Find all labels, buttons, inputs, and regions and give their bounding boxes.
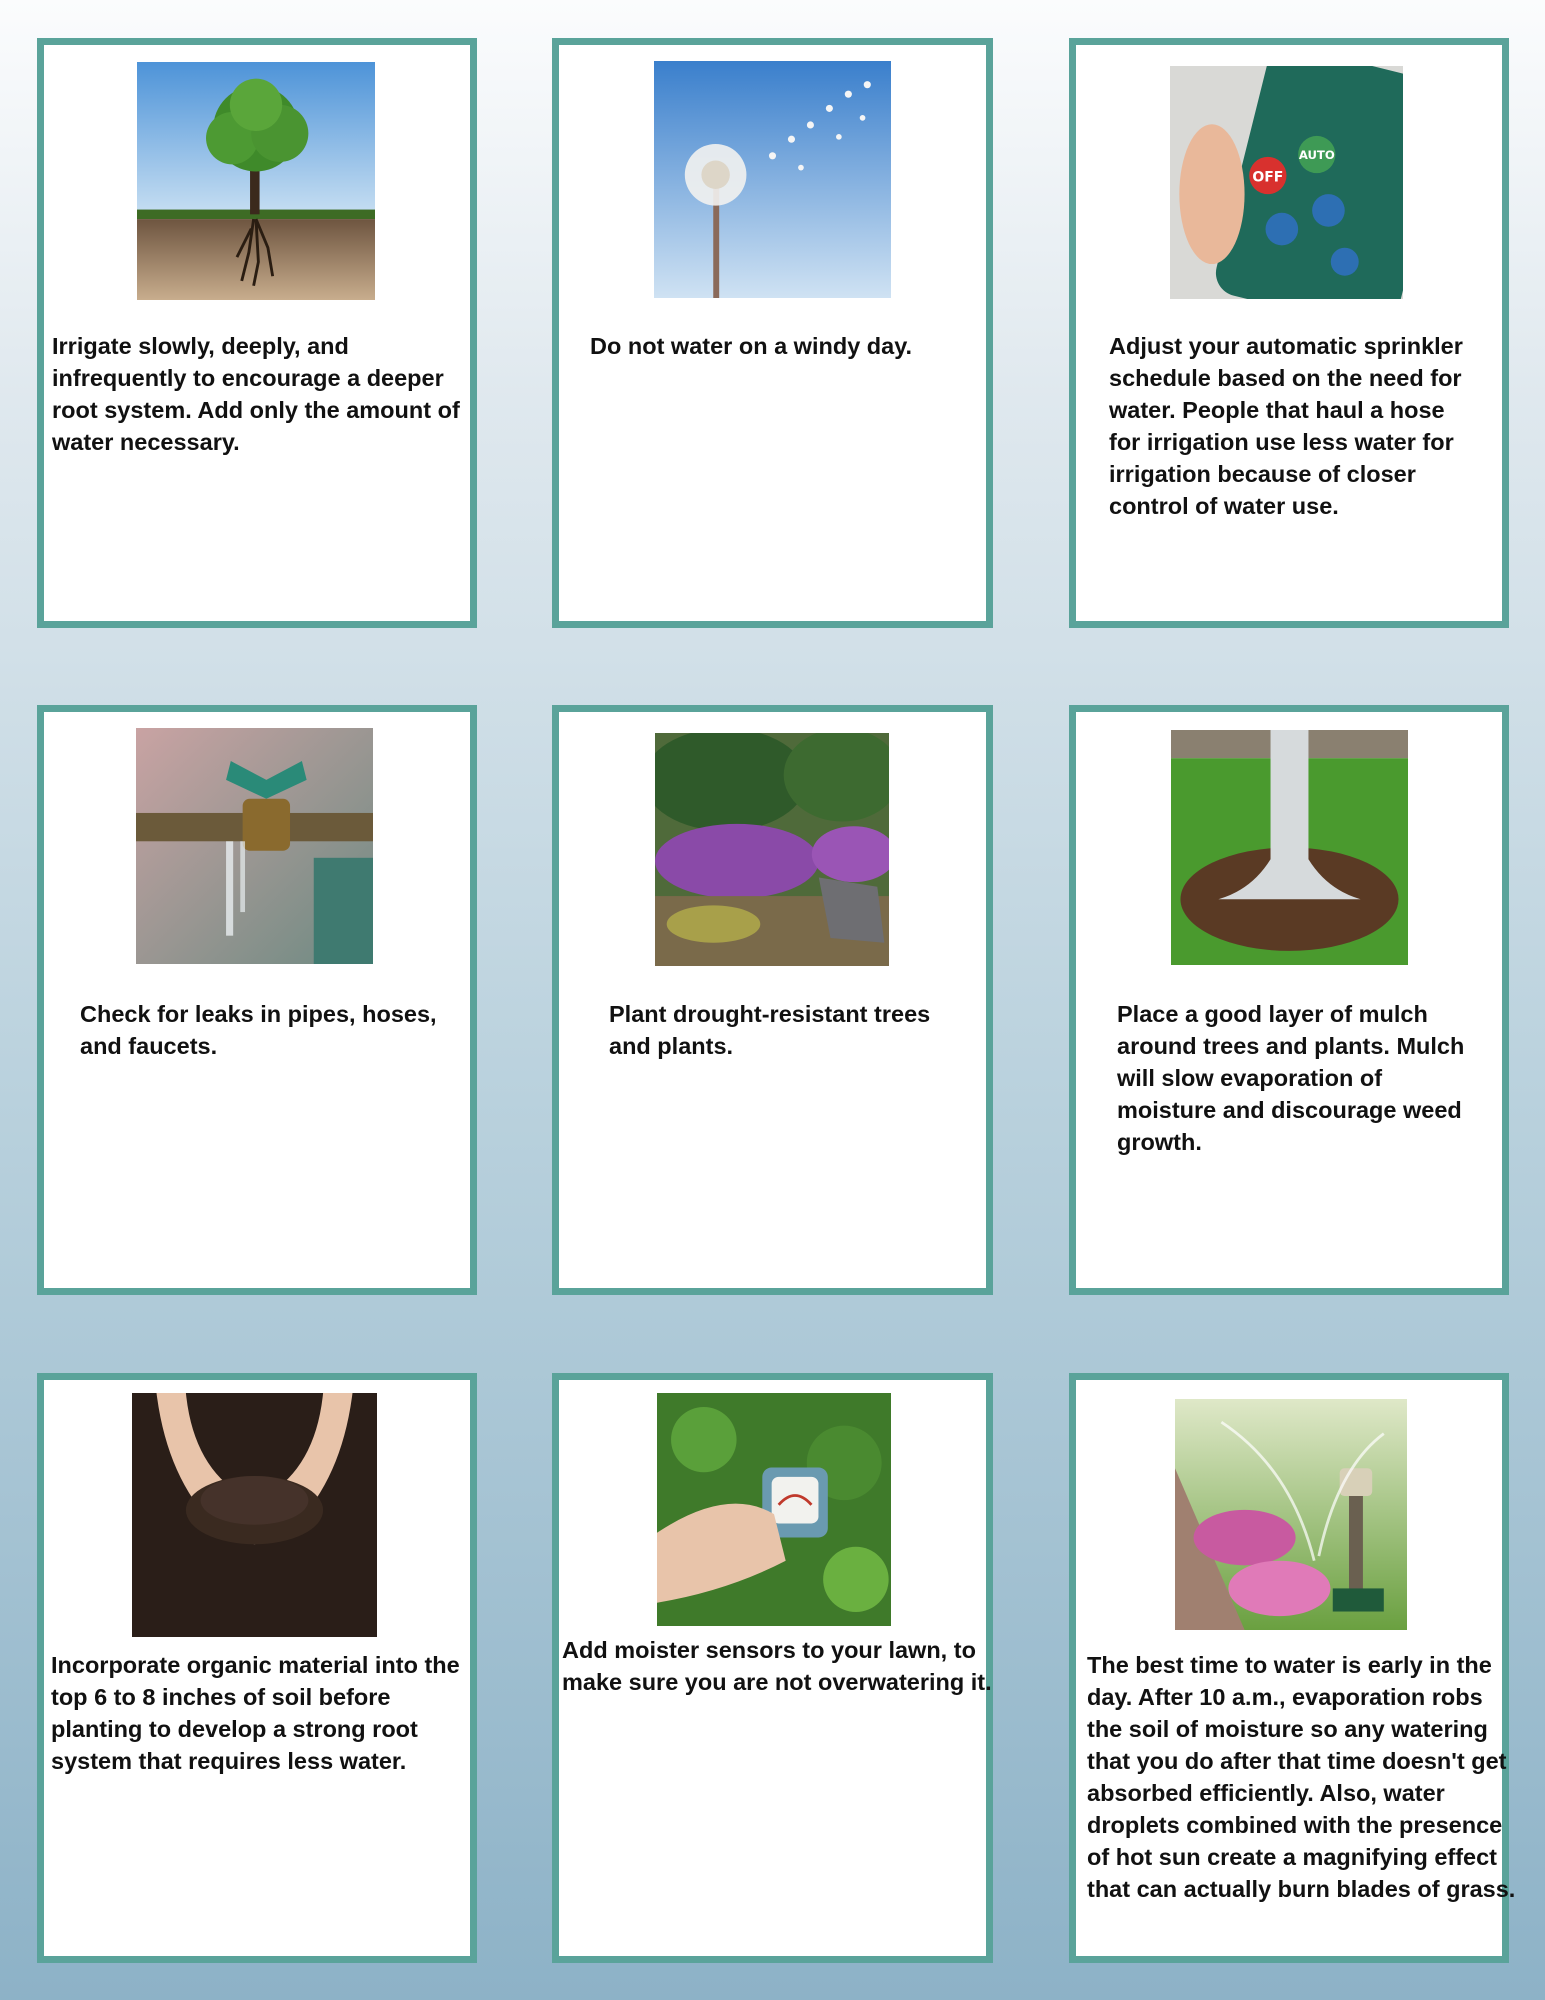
lawn-sprinkler-photo <box>1175 1399 1407 1630</box>
tree-with-roots-photo <box>137 62 375 300</box>
dandelion-in-wind-photo <box>654 61 891 298</box>
off-button-label: OFF <box>1252 169 1284 186</box>
tip-text-mulch: Place a good layer of mulch around trees and plants. Mulch will slow evaporation of moisture and discourage weed growth. <box>1117 1001 1465 1155</box>
tip-text-sprinkler-schedule: Adjust your automatic sprinkler schedule based on the need for water. People that haul a hose for irrigation use less water for irrigation because of closer control of water use. <box>1109 333 1463 519</box>
moisture-meter-photo <box>657 1393 891 1626</box>
tip-text-drought-resistant: Plant drought-resistant trees and plants. <box>609 1001 931 1059</box>
tip-text-check-leaks: Check for leaks in pipes, hoses, and faucets. <box>80 1001 437 1059</box>
tip-text-organic-material: Incorporate organic material into the top 6 to 8 inches of soil before planting to develop a strong root system that requires less water. <box>51 1652 460 1774</box>
tip-text-moisture-sensors: Add moister sensors to your lawn, to make sure you are not overwatering it. <box>562 1637 992 1695</box>
sprinkler-controller-photo <box>1170 66 1403 299</box>
tip-text-best-time: The best time to water is early in the day. After 10 a.m., evaporation robs the soil of moisture so any watering that you do after that time doesn't get absorbed efficiently. Also, water droplets combined with the presence of hot sun create a magnifying effect that can actually burn blades of grass. <box>1087 1652 1516 1902</box>
tip-text-windy-day: Do not water on a windy day. <box>590 333 913 359</box>
hands-holding-soil-photo <box>132 1393 377 1637</box>
auto-button-label: AUTO <box>1298 148 1335 163</box>
tip-text-deep-watering: Irrigate slowly, deeply, and infrequently to encourage a deeper root system. Add only the amount of water necessary. <box>52 333 460 455</box>
mulch-around-tree-photo <box>1171 730 1408 965</box>
drought-resistant-plants-photo <box>655 733 889 966</box>
leaking-faucet-photo <box>136 728 373 964</box>
